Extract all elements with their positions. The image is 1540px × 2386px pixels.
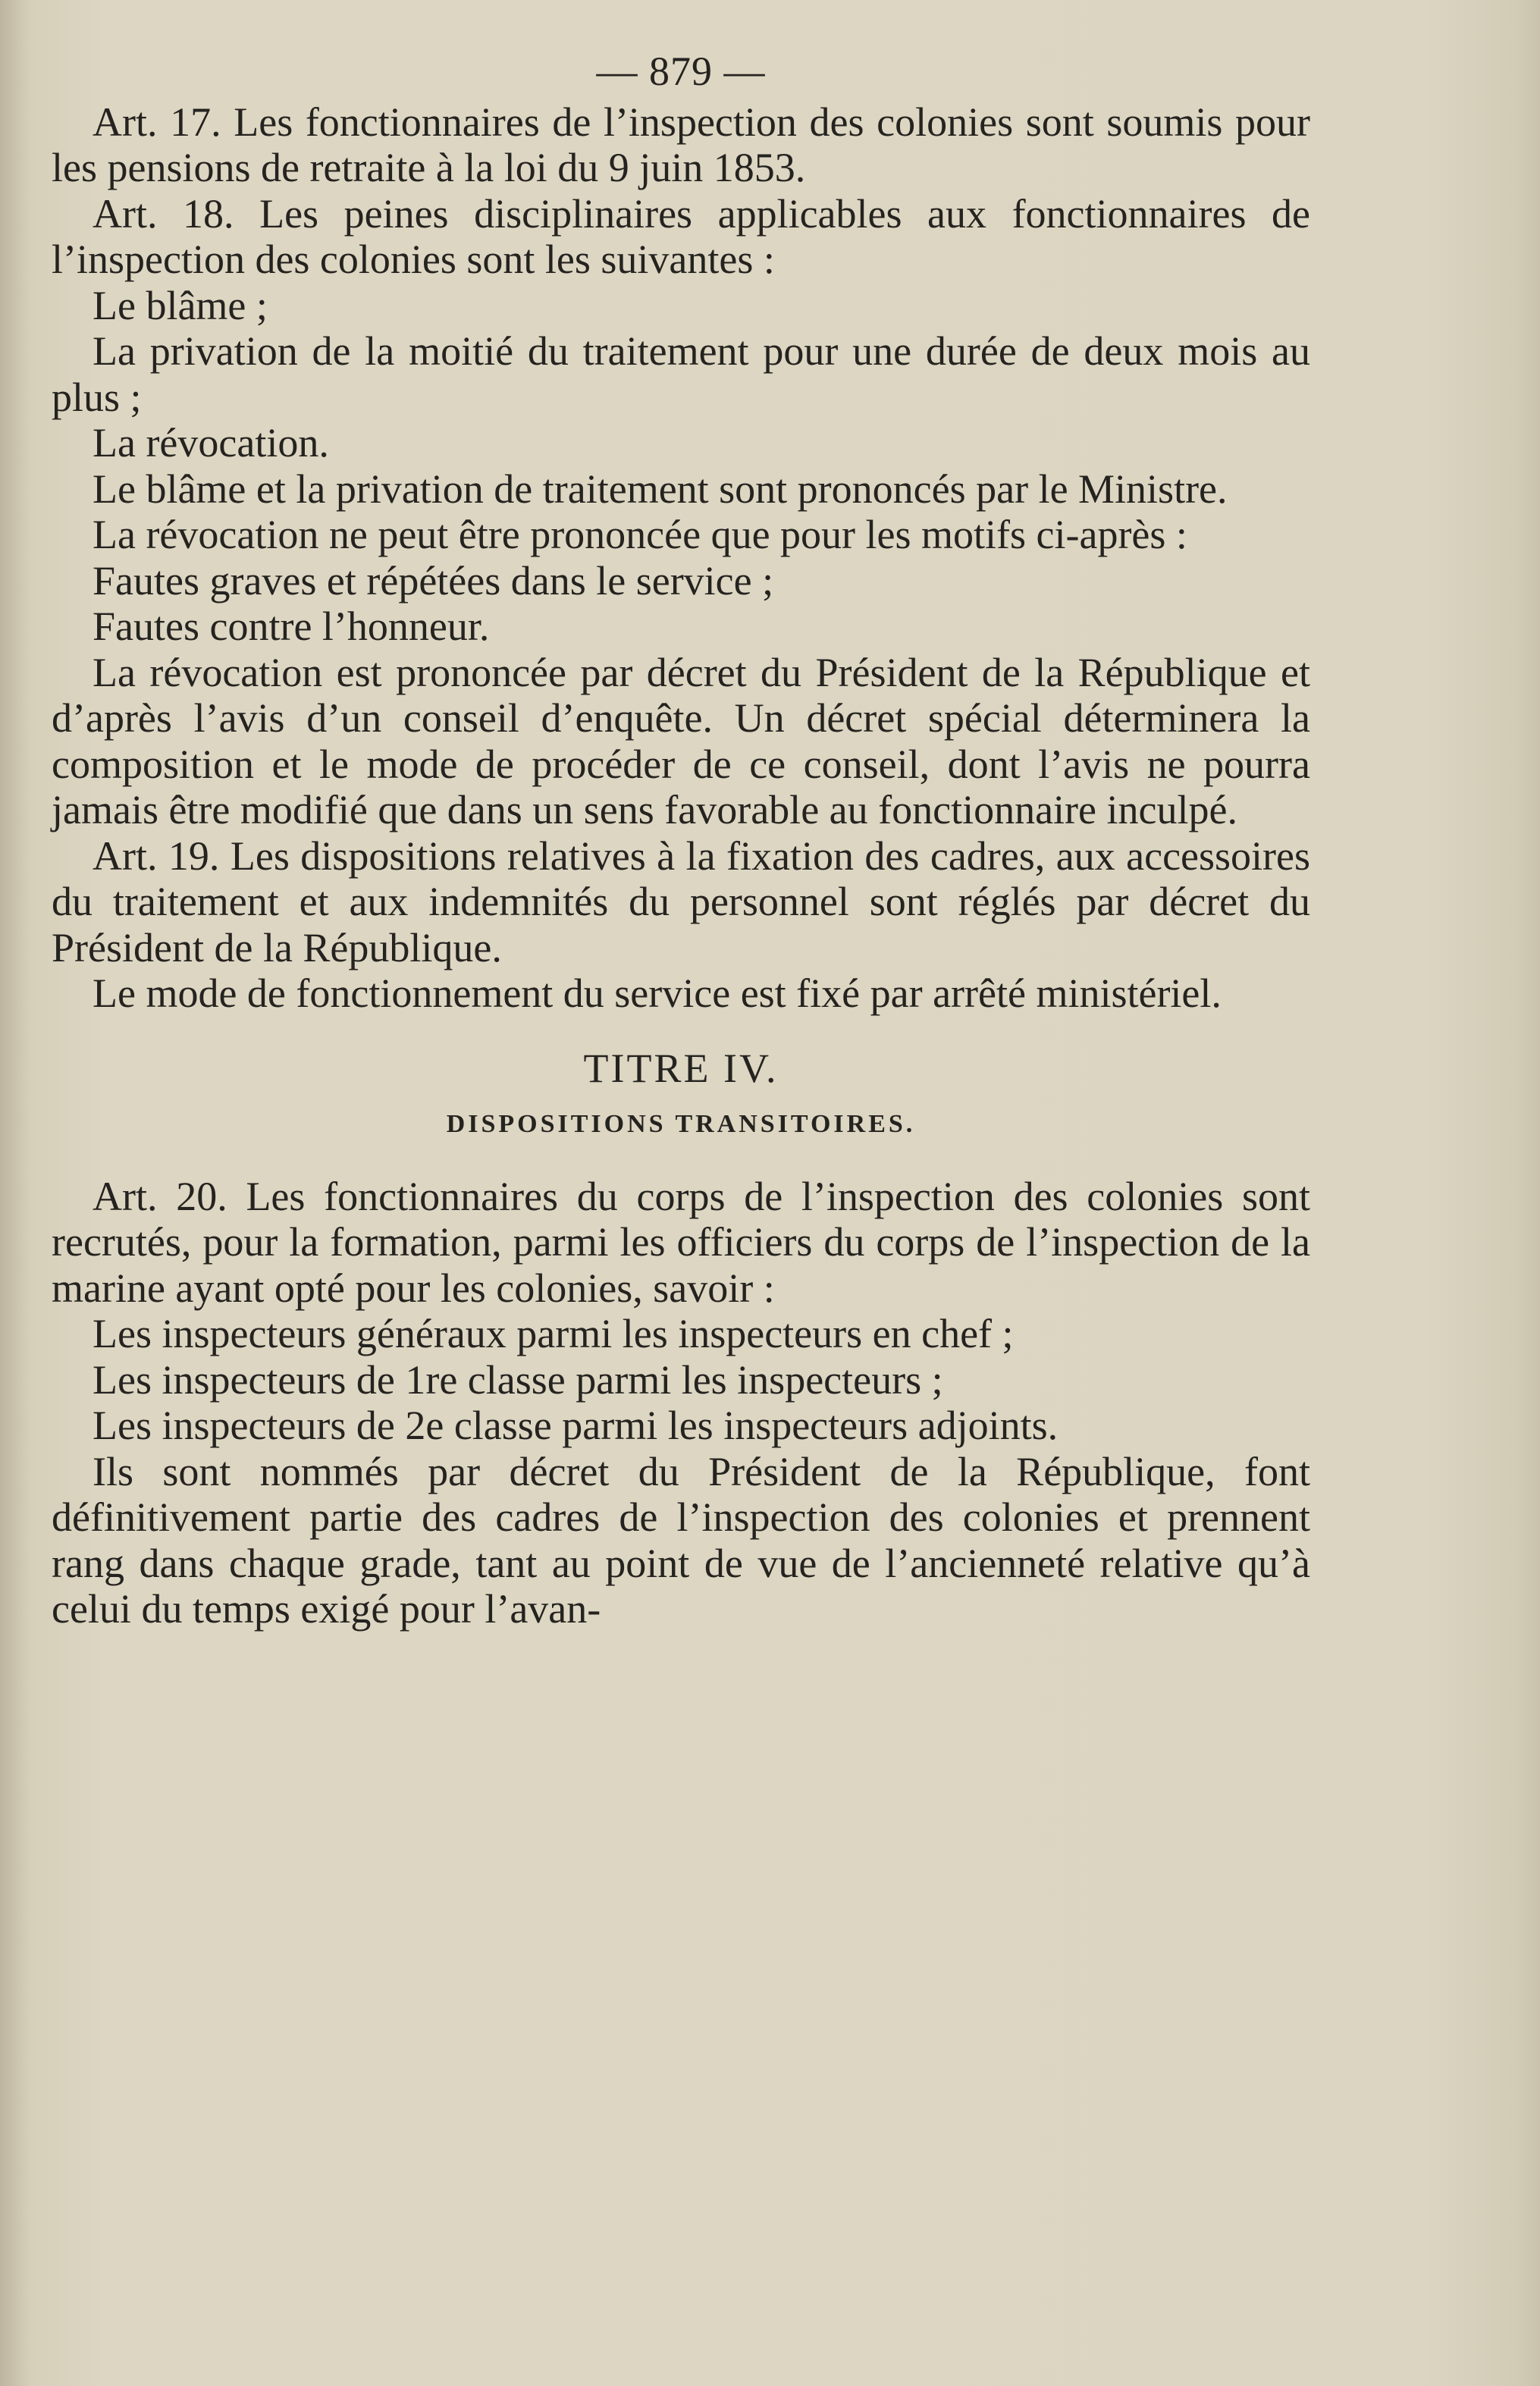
text-block [52, 49, 1310, 1632]
list-item: Le blâme ; [93, 282, 268, 328]
list-item: Les inspecteurs de 2e classe parmi les inspecteurs adjoints. [93, 1403, 1059, 1448]
list-item: La révocation. [93, 420, 329, 466]
paragraph-art-17: Art. 17. Les fonctionnaires de l’inspection des colonies sont soumis pour les pensions de retraite à la loi du 9 juin 1853. [52, 99, 1310, 190]
paragraph-art-18: Art. 18. Les peines disciplinaires applicables aux fonctionnaires de l’inspection des colonies sont les suivantes : [52, 190, 1310, 282]
paragraph: La révocation ne peut être prononcée que pour les motifs ci-après : [93, 512, 1187, 557]
paragraph-art-19: Art. 19. Les dispositions relatives à la fixation des cadres, aux accessoires du traitement et aux indemnités du personnel sont réglés par décret du Président de la République. [52, 832, 1310, 970]
list-item: Fautes graves et répétées dans le service ; [93, 557, 774, 604]
paragraph: Le mode de fonctionnement du service est fixé par arrêté ministériel. [93, 970, 1222, 1016]
paragraph-art-20: Art. 20. Les fonctionnaires du corps de l’inspection des colonies sont recrutés, pour la formation, parmi les officiers du corps de l’inspection de la marine ayant opté pour les colonies, savoir : [52, 1173, 1310, 1311]
paragraph: La révocation est prononcée par décret du Président de la République et d’après l’avis d’un conseil d’enquête. Un décret spécial déterminera la composition et le mode de procéder de ce conseil, dont l’avis ne pourra jamais être modifié que dans un sens favorable au fonctionnaire inculpé. [52, 649, 1310, 832]
paragraph: Ils sont nommés par décret du Président de la République, font définitivement partie des cadres de l’inspection des colonies et prennent rang dans chaque grade, tant au point de vue de l’ancienneté relative qu’à celui du temps exigé pour l’avan- [52, 1448, 1310, 1632]
section-subtitle: DISPOSITIONS TRANSITOIRES. [446, 1110, 916, 1138]
list-item: La privation de la moitié du traitement pour une durée de deux mois au plus ; [52, 328, 1310, 420]
list-item: Les inspecteurs généraux parmi les inspecteurs en chef ; [93, 1311, 1014, 1356]
paragraph: Le blâme et la privation de traitement sont prononcés par le Ministre. [93, 466, 1228, 512]
page-number: — 879 — [596, 49, 766, 94]
list-item: Fautes contre l’honneur. [93, 604, 490, 649]
section-title: TITRE IV. [583, 1045, 779, 1091]
list-item: Les inspecteurs de 1re classe parmi les inspecteurs ; [93, 1356, 943, 1403]
